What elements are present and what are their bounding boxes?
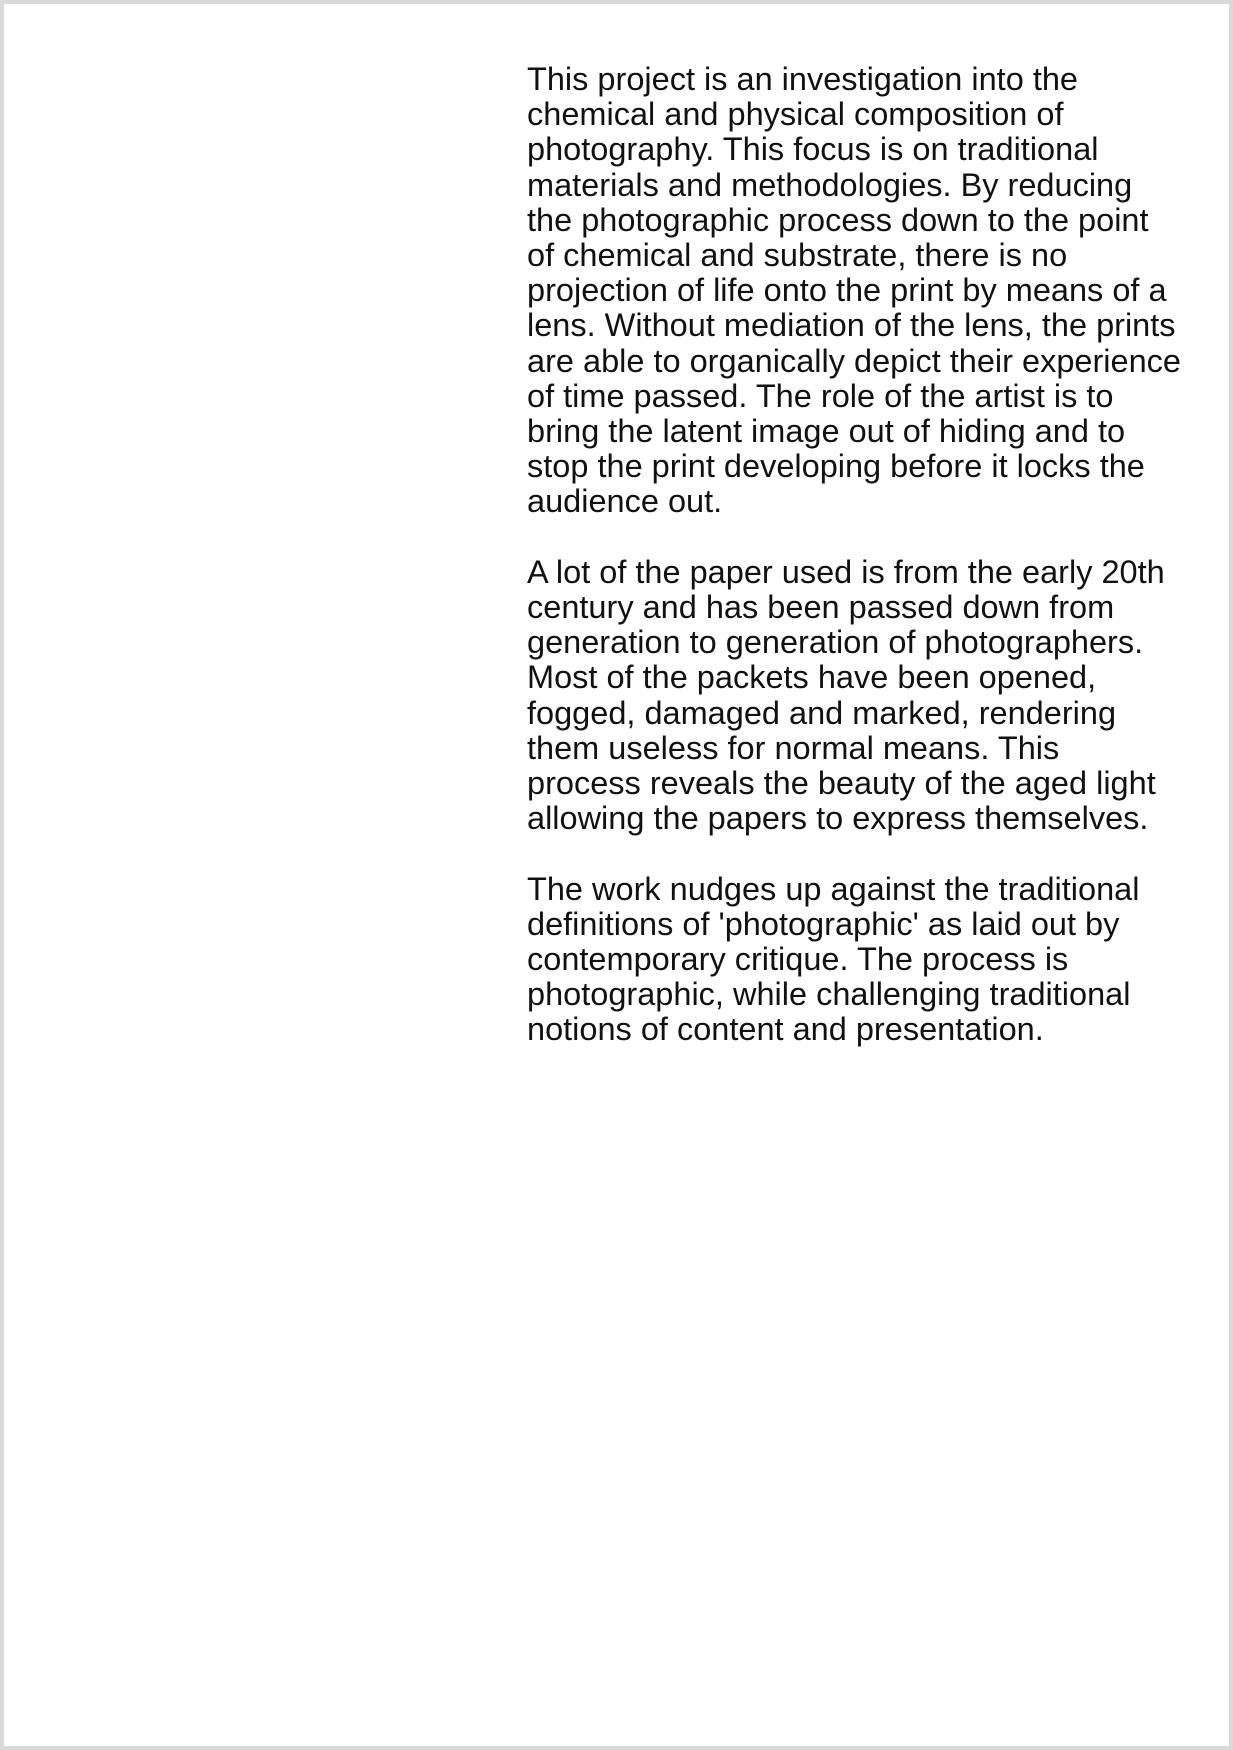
paragraph-1: This project is an investigation into the chemical and physical composition of photography. This focus is on traditional materials and methodologies. By reducing the photographic process down to the point of chemical and substrate, there is no projection of life onto the print by means of a lens. Without mediation of the lens, the prints are able to organically depict their experience of time passed. The role of the artist is to bring the latent image out of hiding and to stop the print developing before it locks the audience out. xyxy=(527,61,1181,520)
text-column xyxy=(527,62,1182,1083)
paragraph-2: A lot of the paper used is from the early 20th century and has been passed down from generation to generation of photographers. Most of the packets have been opened, fogged, damaged and marked, rendering them useless for normal means. This process reveals the beauty of the aged light allowing the papers to express themselves. xyxy=(527,553,1165,837)
paragraph-3: The work nudges up against the traditional definitions of 'photographic' as laid out by contemporary critique. The process is photographic, while challenging traditional notions of content and presentation. xyxy=(527,870,1140,1048)
